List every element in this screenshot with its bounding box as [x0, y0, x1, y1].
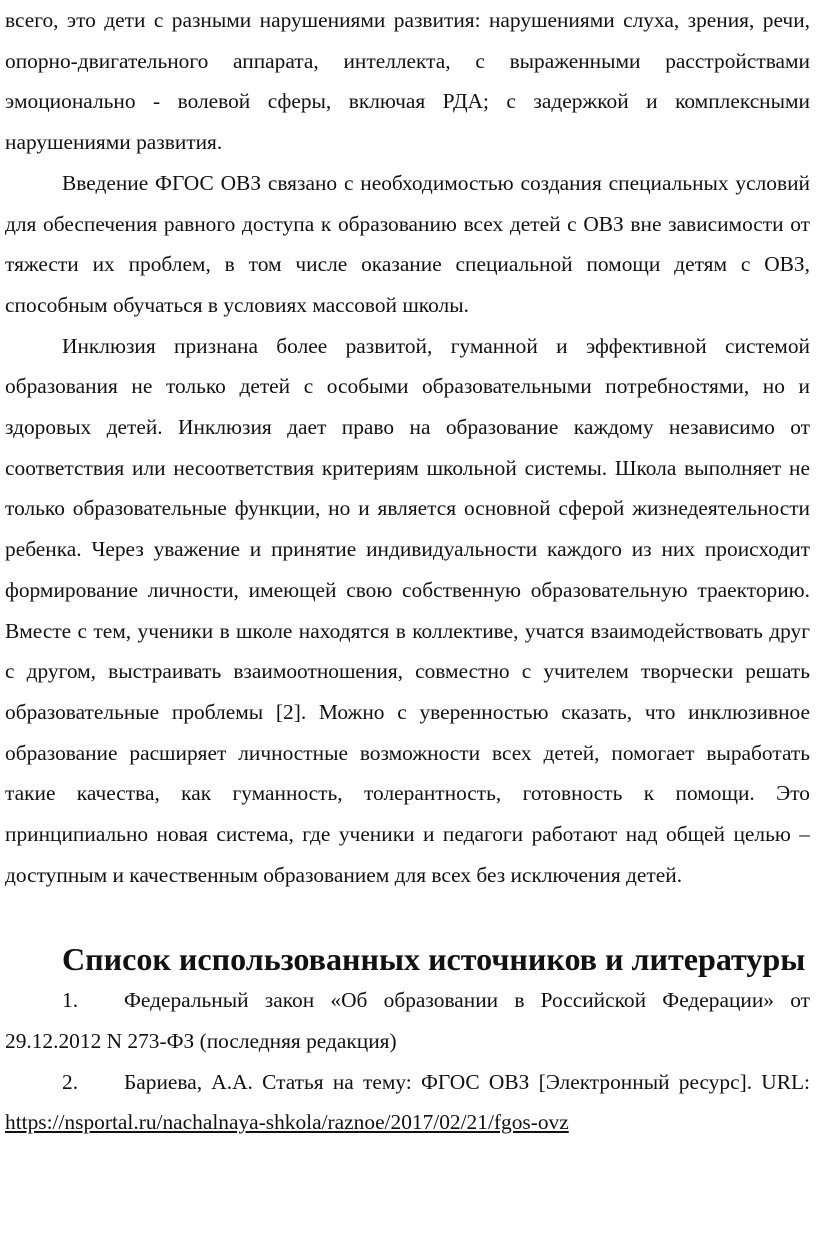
- reference-item-1: [5, 980, 810, 1061]
- references-heading: Список использованных источников и литературы: [62, 941, 806, 978]
- reference-item-2: [5, 1062, 810, 1143]
- paragraph-continuation: всего, это дети с разными нарушениями развития: нарушениями слуха, зрения, речи, опорно-двигательного аппарата, интеллекта, с выраженными расстройствами эмоционально - волевой сферы, включая РДА; с задержкой и комплексными нарушениями развития.: [5, 8, 810, 155]
- paragraph-fgos-ovz: Введение ФГОС ОВЗ связано с необходимостью создания специальных условий для обеспечения равного доступа к образованию всех детей с ОВЗ вне зависимости от тяжести их проблем, в том числе оказание специальной помощи детям с ОВЗ, способным обучаться в условиях массовой школы.: [5, 170, 810, 317]
- reference-url-link[interactable]: https://nsportal.ru/nachalnaya-shkola/raznoe/2017/02/21/fgos-ovz: [5, 1110, 569, 1135]
- reference-text: Федеральный закон «Об образовании в Российской Федерации» от 29.12.2012 N 273-ФЗ (последняя редакция): [5, 988, 810, 1053]
- reference-number: 1.: [62, 988, 79, 1013]
- reference-number: 2.: [62, 1069, 79, 1094]
- document-page: [5, 0, 810, 1143]
- reference-text: Бариева, А.А. Статья на тему: ФГОС ОВЗ [Электронный ресурс]. URL:: [124, 1069, 810, 1094]
- section-spacer: [5, 895, 810, 939]
- paragraph-inclusion: Инклюзия признана более развитой, гуманной и эффективной системой образования не только детей с особыми образовательными потребностями, но и здоровых детей. Инклюзия дает право на образование каждому независимо от соответствия или несоответствия критериям школьной системы. Школа выполняет не только образовательные функции, но и является основной сферой жизнедеятельности ребенка. Через уважение и принятие индивидуальности каждого из них происходит формирование личности, имеющей свою собственную образовательную траекторию. Вместе с тем, ученики в школе находятся в коллективе, учатся взаимодействовать друг с другом, выстраивать взаимоотношения, совместно с учителем творчески решать образовательные проблемы [2]. Можно с уверенностью сказать, что инклюзивное образование расширяет личностные возможности всех детей, помогает выработать такие качества, как гуманность, толерантность, готовность к помощи. Это принципиально новая система, где ученики и педагоги работают над общей целью – доступным и качественным образованием для всех без исключения детей.: [5, 333, 810, 887]
